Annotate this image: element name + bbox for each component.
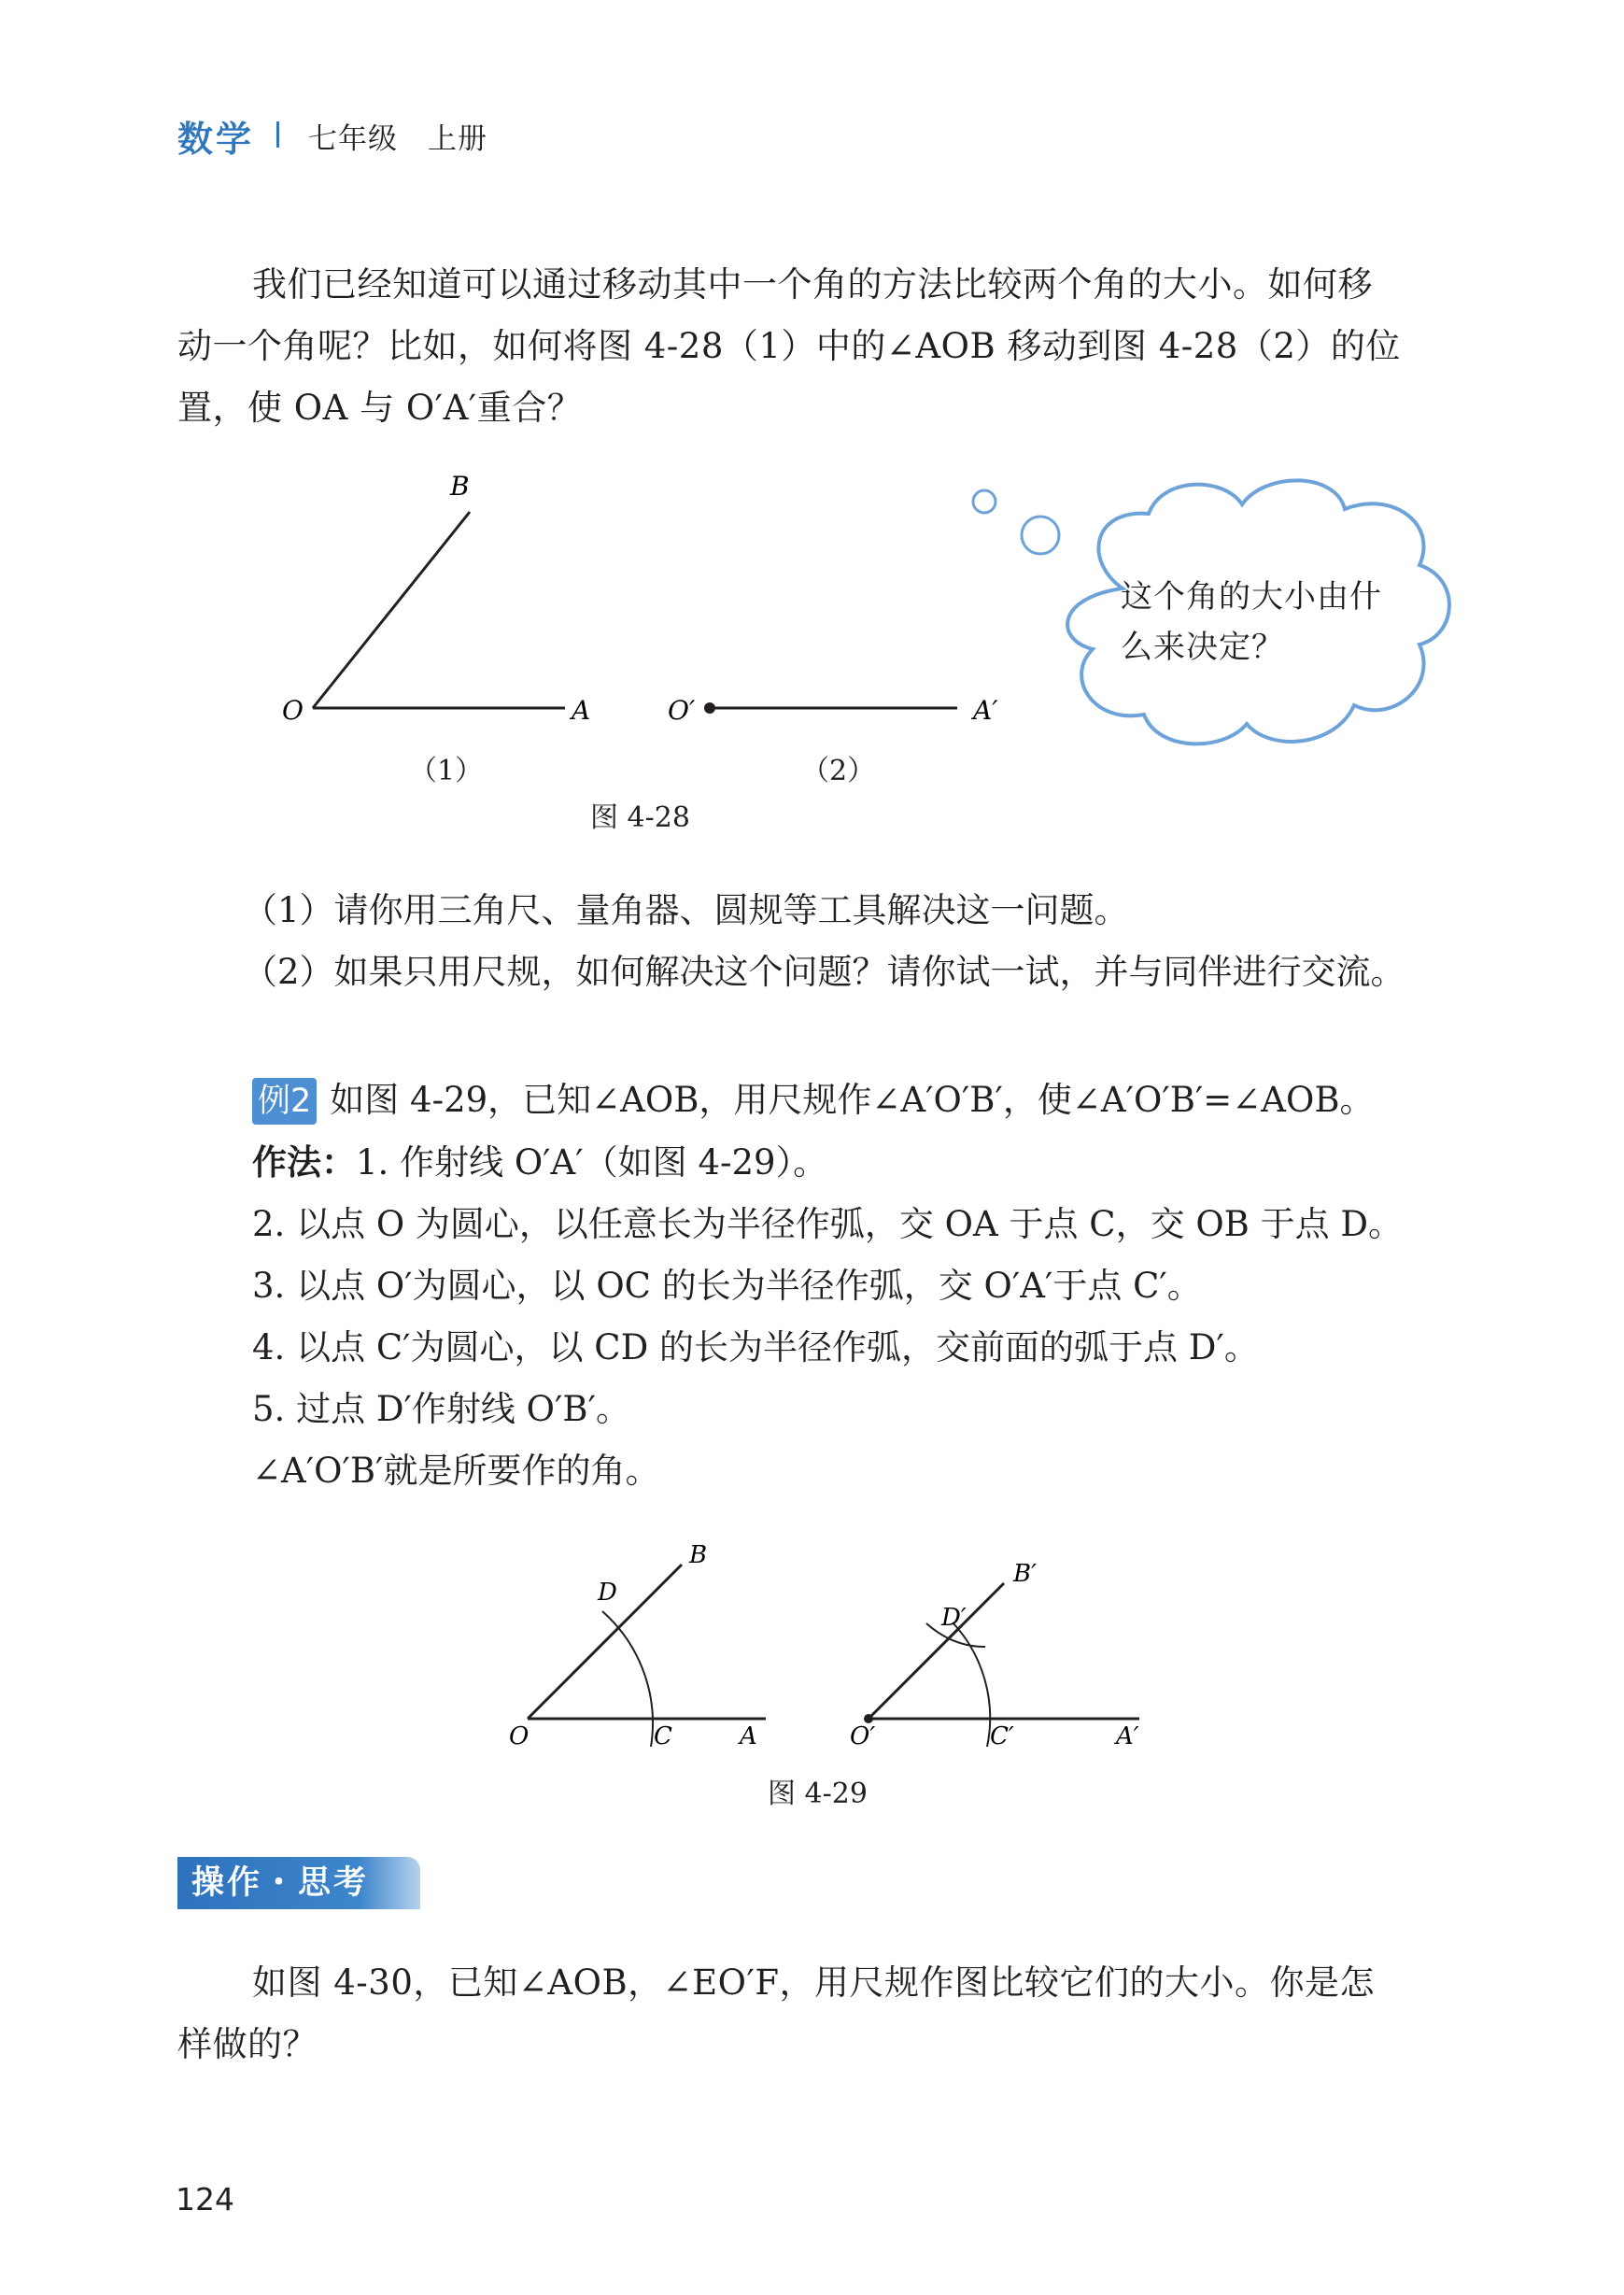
fig28-label-a: A bbox=[572, 695, 591, 726]
fig29-ray-o-prime-b-prime bbox=[868, 1583, 1004, 1719]
fig29-label-d-prime: D′ bbox=[941, 1604, 967, 1632]
fig28-sub-caption-1: （1） bbox=[409, 755, 484, 787]
fig28-label-o: O bbox=[282, 695, 304, 726]
bubble-text-line-1: 这个角的大小由什 bbox=[1121, 578, 1382, 616]
header-grade: 七年级 上册 bbox=[308, 122, 487, 156]
intro-paragraph bbox=[177, 254, 1457, 439]
header-subject: 数学 bbox=[177, 119, 255, 160]
conclusion: ∠A′O′B′就是所要作的角。 bbox=[252, 1451, 660, 1491]
fig29-arc-c-prime bbox=[953, 1622, 990, 1747]
step-5: 5. 过点 D′作射线 O′B′。 bbox=[252, 1389, 630, 1429]
fig29-label-c-prime: C′ bbox=[990, 1722, 1014, 1750]
question-1: （1）请你用三角尺、量角器、圆规等工具解决这一问题。 bbox=[243, 890, 1129, 930]
fig28-label-b: B bbox=[450, 471, 470, 502]
header-divider bbox=[276, 121, 279, 148]
fig29-label-a: A bbox=[740, 1722, 757, 1750]
fig29-label-o-prime: O′ bbox=[850, 1722, 876, 1750]
step-4: 4. 以点 C′为圆心，以 CD 的长为半径作弧，交前面的弧于点 D′。 bbox=[252, 1327, 1259, 1367]
example-2-statement: 例2 如图 4-29，已知∠AOB，用尺规作∠A′O′B′，使∠A′O′B′=∠AOB。 bbox=[252, 1070, 1375, 1131]
bubble-dot-small bbox=[973, 490, 996, 513]
fig29-label-a-prime: A′ bbox=[1116, 1722, 1139, 1750]
figure-4-28 bbox=[271, 467, 1018, 729]
bubble-text-line-2: 么来决定？ bbox=[1121, 629, 1284, 666]
intro-line-2: 动一个角呢？比如，如何将图 4-28（1）中的∠AOB 移动到图 4-28（2）的位 bbox=[177, 326, 1401, 366]
fig28-sub-caption-2: （2） bbox=[801, 755, 876, 787]
fig29-label-b-prime: B′ bbox=[1013, 1560, 1038, 1588]
exercise-line-1: 如图 4-30，已知∠AOB，∠EO′F，用尺规作图比较它们的大小。你是怎 bbox=[252, 1962, 1376, 2003]
intro-line-3: 置，使 OA 与 O′A′重合？ bbox=[177, 388, 583, 428]
fig28-caption: 图 4-28 bbox=[590, 801, 690, 834]
bubble-dot-medium bbox=[1022, 517, 1059, 554]
intro-line-1: 我们已经知道可以通过移动其中一个角的方法比较两个角的大小。如何移 bbox=[252, 264, 1373, 305]
section-title: 操作・思考 bbox=[191, 1864, 370, 1902]
fig29-label-b: B bbox=[689, 1541, 708, 1569]
fig29-label-d: D bbox=[598, 1579, 617, 1607]
bubble-text bbox=[1121, 572, 1429, 673]
page-number: 124 bbox=[176, 2181, 234, 2217]
step-1: 作法：1. 作射线 O′A′（如图 4-29）。 bbox=[252, 1142, 828, 1183]
figure-4-29 bbox=[495, 1537, 1167, 1765]
fig28-label-o-prime: O′ bbox=[668, 695, 696, 726]
exercise-paragraph bbox=[177, 1952, 1457, 2075]
fig29-label-o: O bbox=[509, 1722, 530, 1750]
fig29-label-c: C bbox=[654, 1722, 672, 1750]
step-3: 3. 以点 O′为圆心，以 OC 的长为半径作弧，交 O′A′于点 C′。 bbox=[252, 1266, 1202, 1306]
ray-ob bbox=[313, 512, 470, 708]
question-2: （2）如果只用尺规，如何解决这个问题？请你试一试，并与同伴进行交流。 bbox=[243, 952, 1405, 992]
method-label: 作法： bbox=[252, 1142, 356, 1183]
exercise-line-2: 样做的？ bbox=[177, 2024, 318, 2064]
fig29-arc-cd bbox=[602, 1611, 653, 1747]
step-2: 2. 以点 O 为圆心，以任意长为半径作弧，交 OA 于点 C，交 OB 于点 D。 bbox=[252, 1204, 1404, 1244]
example-badge: 例2 bbox=[252, 1078, 317, 1125]
fig28-label-a-prime: A′ bbox=[973, 695, 998, 726]
fig29-caption: 图 4-29 bbox=[768, 1778, 868, 1810]
